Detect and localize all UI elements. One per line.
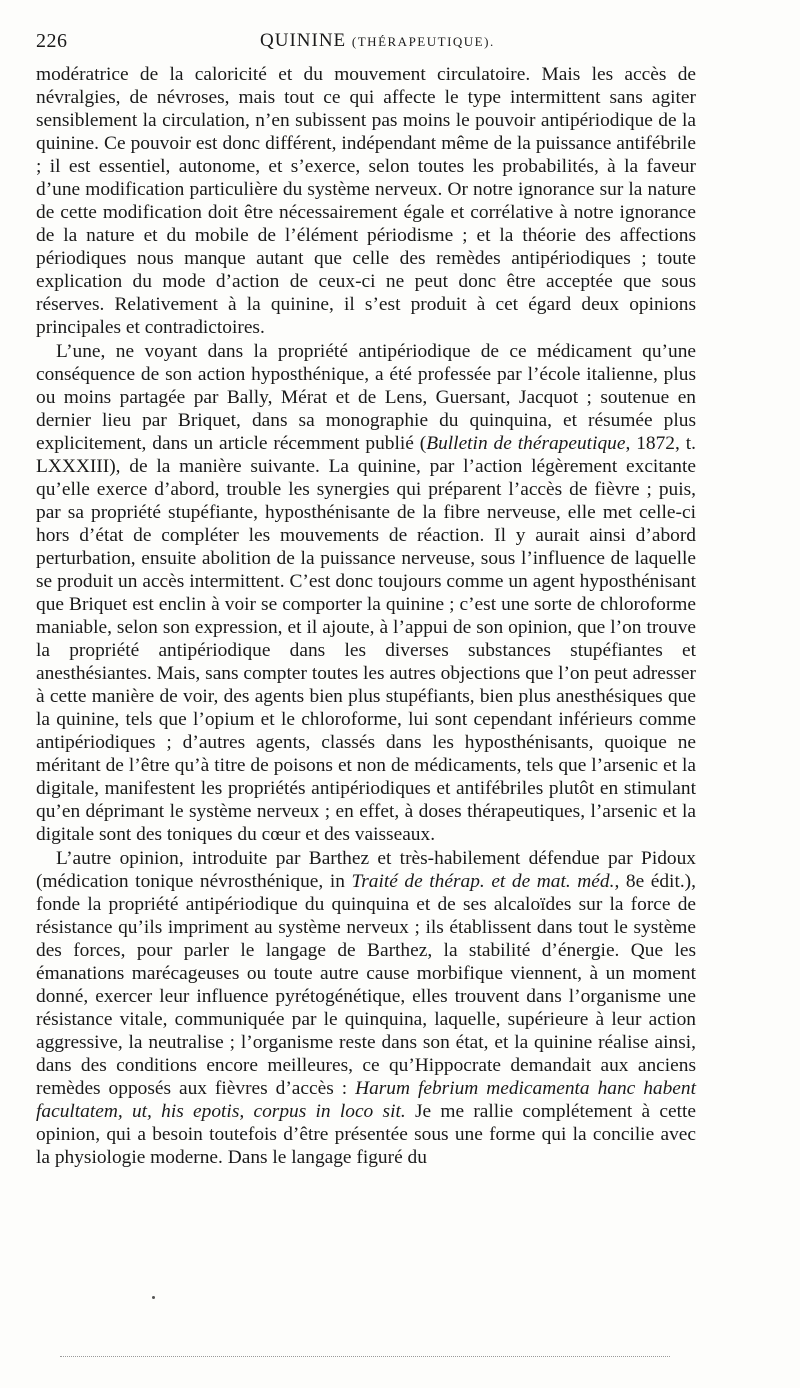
paragraph — [36, 63, 696, 339]
bottom-rule — [60, 1356, 670, 1357]
text-run: L’autre opinion, introduite par Barthez et très-habilement défendue par Pidoux (médication tonique névrosthénique, in — [36, 848, 696, 892]
running-header — [36, 28, 696, 58]
running-title — [260, 30, 495, 52]
running-title-subtitle: (THÉRAPEUTIQUE). — [351, 34, 495, 49]
running-title-main: QUININE — [260, 30, 347, 51]
italic-text: Traité de thérap. et de mat. méd. — [351, 871, 615, 892]
italic-text: Harum febrium medicamenta hanc habent facultatem, ut, his epotis, corpus in loco sit. — [36, 1078, 696, 1122]
paragraph — [36, 340, 696, 846]
italic-text: Bulletin de thérapeutique — [426, 433, 626, 454]
body-text — [36, 63, 696, 1169]
text-run: , 8e édit.), fonde la propriété antipériodique du quinquina et de ses alcaloïdes sur la force de résistance qu’ils impriment au système nerveux ; ils établissent dans tout le système des forces, pour parler le langage de Barthez, la stabilité d’énergie. Que les émanations marécageuses ou toute autre cause morbifique viennent, à un moment donné, exercer leur influence pyrétogénétique, elles trouvent dans l’organisme une résistance vitale, communiquée par le quinquina, laquelle, supérieure à leur action aggressive, la neutralise ; l’organisme reste dans son état, et la quinine réalise ainsi, dans des conditions encore meilleures, ce qu’Hippocrate demandait aux anciens remèdes opposés aux fièvres d’accès : — [36, 871, 696, 1099]
text-run: modératrice de la caloricité et du mouvement circulatoire. Mais les accès de névralgies, de névroses, mais tout ce qui affecte le type intermittent sans agiter sensiblement la circulation, n’en subissent pas moins le pouvoir antipériodique de la quinine. Ce pouvoir est donc différent, indépendant même de la puissance antifébrile ; il est essentiel, autonome, et s’exerce, selon toutes les probabilités, à la faveur d’une modification particulière du système nerveux. Or notre ignorance sur la nature de cette modification doit être nécessairement égale et corrélative à notre ignorance de la nature et du mobile de l’élément périodisme ; et la théorie des affections périodiques nous manque autant que celle des remèdes antipériodiques ; toute explication du mode d’action de ceux-ci ne peut donc être acceptée que sous réserves. Relativement à la quinine, il s’est produit à cet égard deux opinions principales et contradictoires. — [36, 64, 696, 338]
paragraph — [36, 847, 696, 1169]
page-number: 226 — [36, 30, 68, 52]
text-run: Je me rallie complétement à cette opinion, qui a besoin toutefois d’être présentée sous une forme qui la concilie avec la physiologie moderne. Dans le langage figuré du — [36, 1101, 696, 1168]
text-run: L’une, ne voyant dans la propriété antipériodique de ce médicament qu’une conséquence de son action hyposthénique, a été professée par l’école italienne, plus ou moins partagée par Bally, Mérat et de Lens, Guersant, Jacquot ; soutenue en dernier lieu par Briquet, dans sa monographie du quinquina, et résumée plus explicitement, dans un article récemment publié ( — [36, 341, 696, 454]
ink-speck — [152, 1296, 155, 1299]
text-run: , 1872, t. LXXXIII), de la manière suivante. La quinine, par l’action légèrement excitante qu’elle exerce d’abord, trouble les synergies qui préparent l’accès de fièvre ; puis, par sa propriété stupéfiante, hyposthénisante de la fibre nerveuse, elle met celle-ci hors d’état de compléter les mouvements de réaction. Il y aurait ainsi d’abord perturbation, ensuite abolition de la puissance nerveuse, sous l’influence de laquelle se produit un accès intermittent. C’est donc toujours comme un agent hyposthénisant que Briquet est enclin à voir se comporter la quinine ; c’est une sorte de chloroforme maniable, selon son expression, et il ajoute, à l’appui de son opinion, que l’on trouve la propriété antipériodique dans les diverses substances stupéfiantes et anesthésiantes. Mais, sans compter toutes les autres objections que l’on peut adresser à cette manière de voir, des agents bien plus stupéfiants, bien plus anesthésiques que la quinine, tels que l’opium et le chloroforme, lui sont cependant inférieurs comme antipériodiques ; d’autres agents, classés dans les hyposthénisants, quoique ne méritant de l’être qu’à titre de poisons et non de médicaments, tels que l’arsenic et la digitale, manifestent les propriétés antipériodiques et antifébriles plutôt en stimulant qu’en déprimant le système nerveux ; en effet, à doses thérapeutiques, l’arsenic et la digitale sont des toniques du cœur et des vaisseaux. — [36, 433, 696, 845]
